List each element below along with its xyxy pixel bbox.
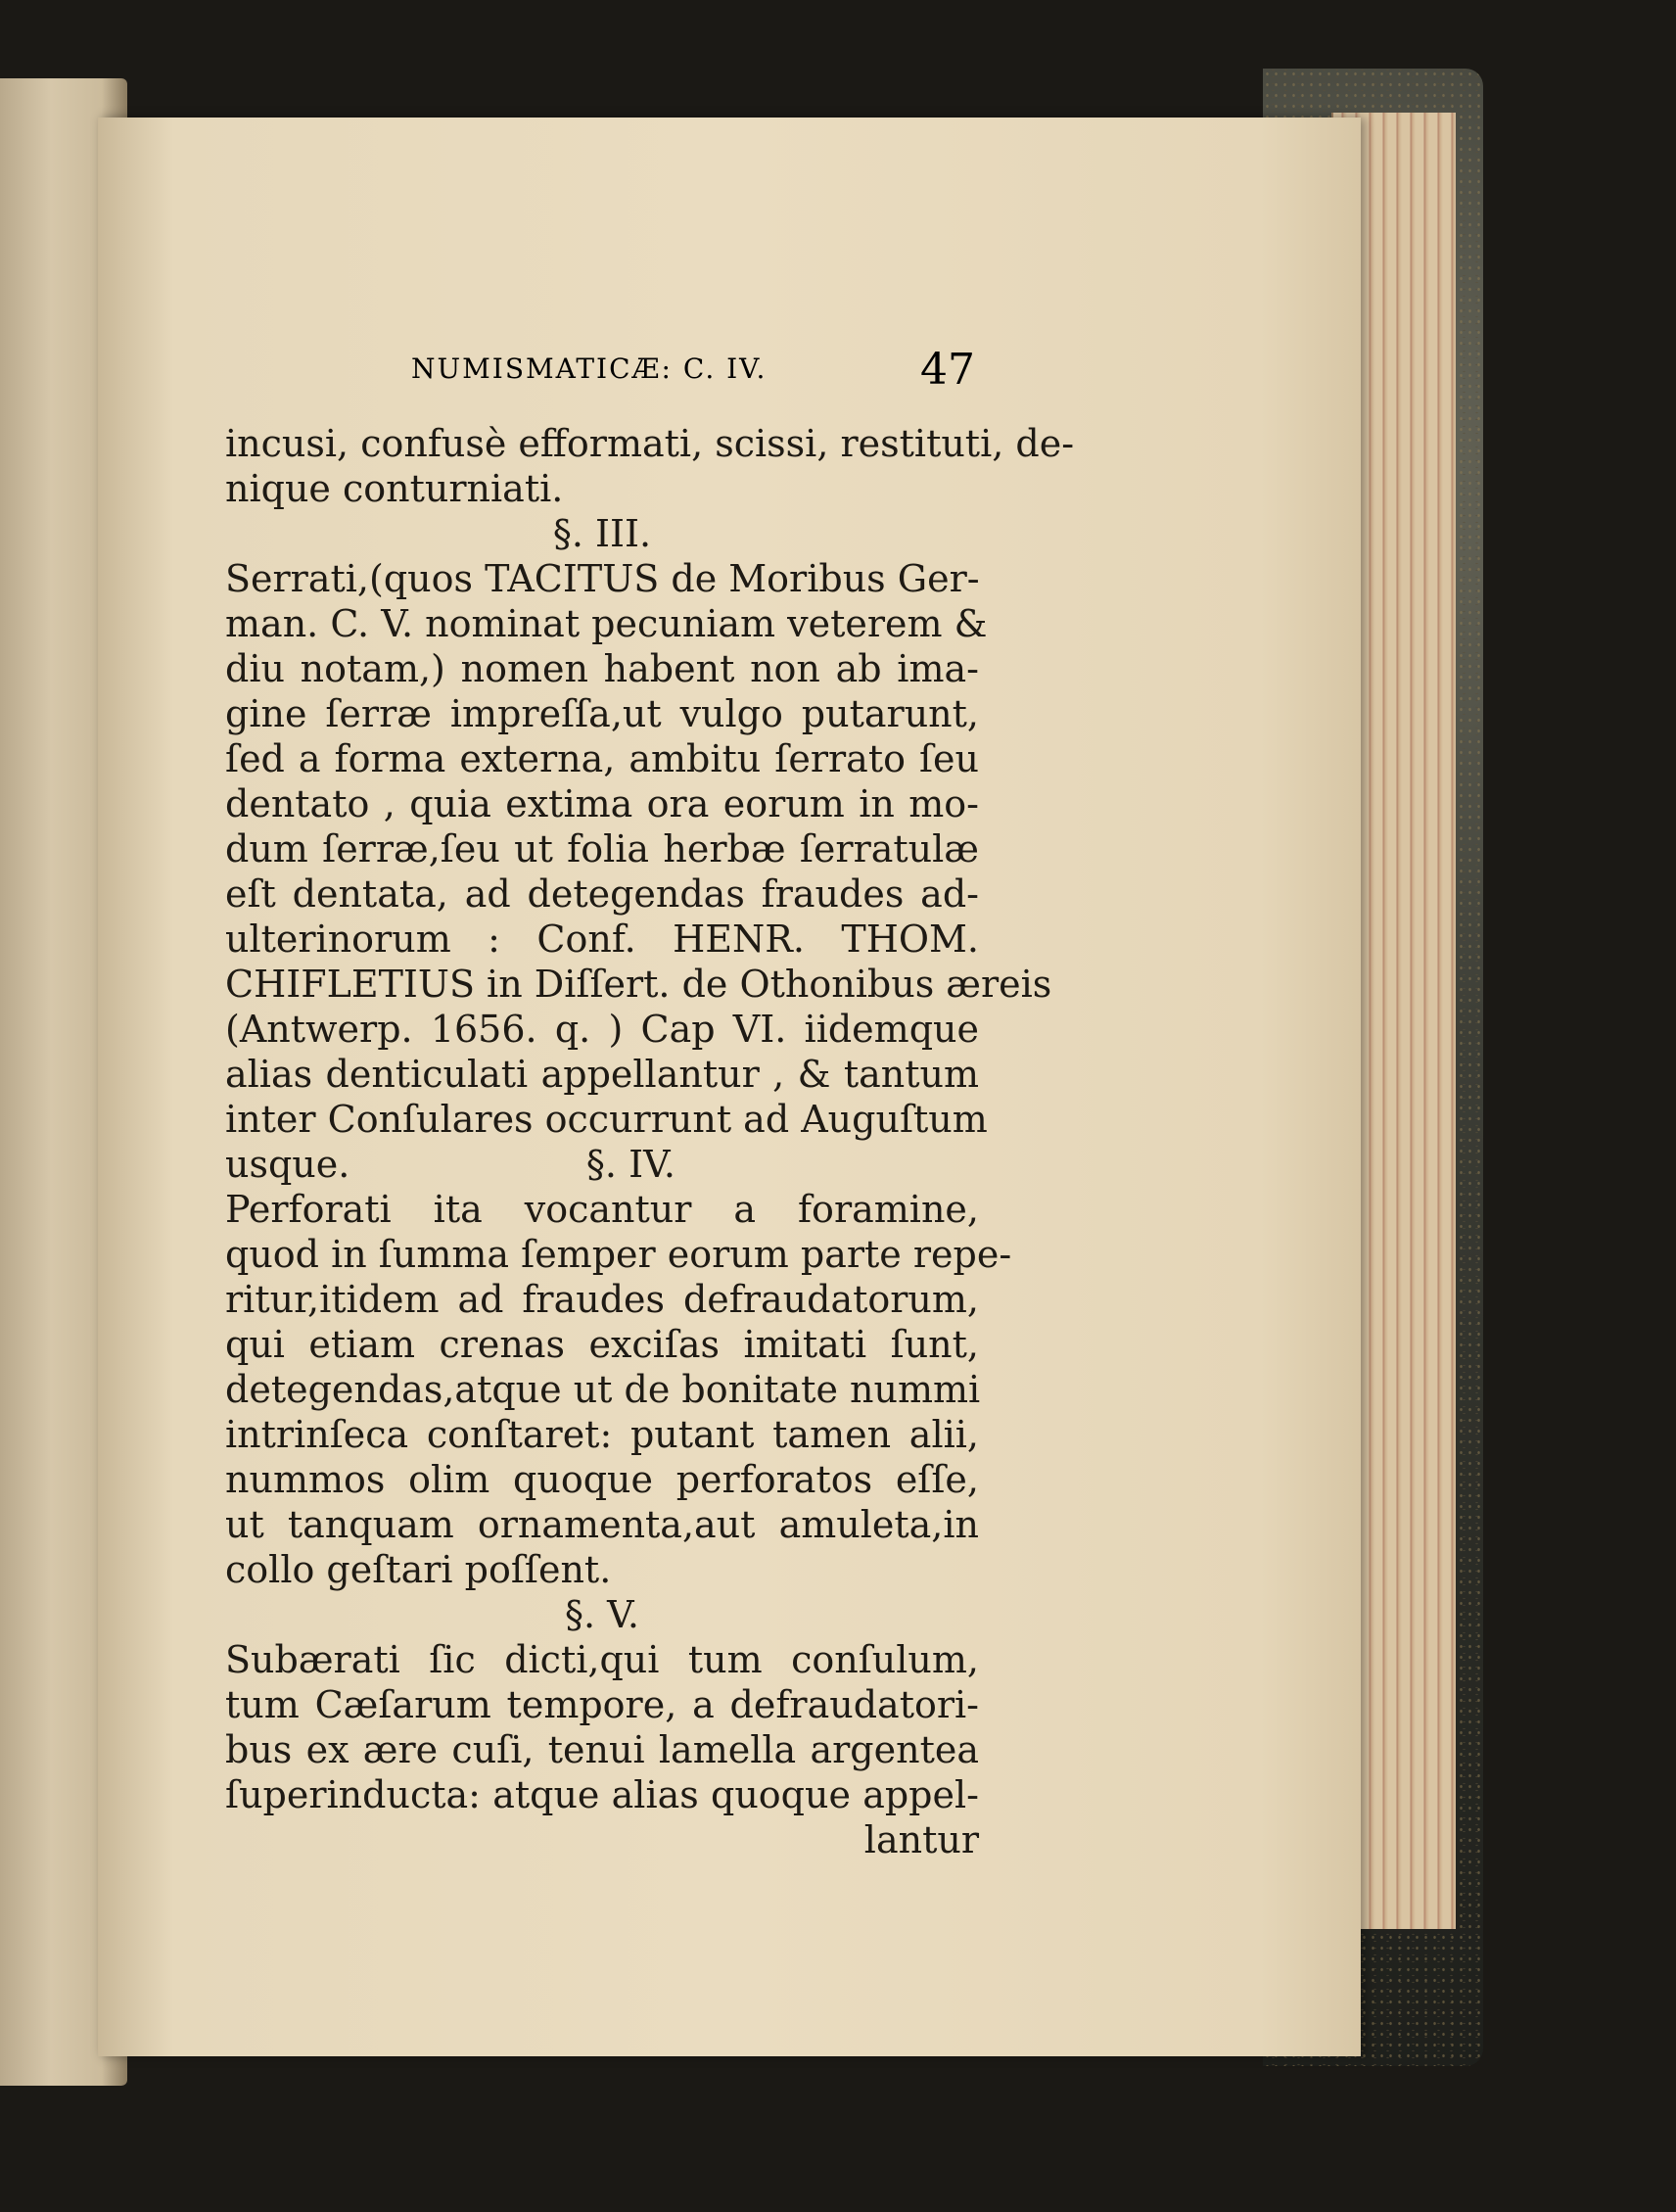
text-line: ritur,itidem ad fraudes defraudatorum, (225, 1278, 979, 1321)
running-title: NUMISMATICÆ: C. IV. (411, 353, 768, 385)
text-line: qui etiam crenas exciſas imitati ſunt, (225, 1323, 979, 1366)
text-line: nummos olim quoque perforatos eſſe, (225, 1458, 979, 1501)
text-line: ut tanquam ornamenta,aut amuleta,in (225, 1503, 979, 1546)
running-head (411, 345, 979, 394)
text-line: dentato , quia extima ora eorum in mo- (225, 782, 979, 825)
section-heading: §. III. (552, 512, 652, 555)
section-heading: usque. §. IV. (225, 1143, 675, 1186)
text-line: ſuperinducta: atque alias quoque appel- (225, 1773, 979, 1816)
section-heading: §. V. (564, 1593, 640, 1636)
text-line: ſed a forma externa, ambitu ſerrato ſeu (225, 737, 979, 780)
text-line: alias denticulati appellantur , & tantum (225, 1053, 979, 1096)
page-number: 47 (920, 345, 975, 395)
text-line: tum Cæſarum tempore, a defraudatori- (225, 1683, 979, 1726)
text-line: ulterinorum : Conf. HENR. THOM. (225, 918, 979, 961)
text-line: intrinſeca conſtaret: putant tamen alii, (225, 1413, 979, 1456)
text-line: CHIFLETIUS in Diſſert. de Othonibus æreis (225, 963, 1052, 1006)
book-page (98, 118, 1361, 2056)
text-line: incusi, confusè efformati, scissi, restituti, de- (225, 422, 1075, 465)
catchword: lantur (863, 1818, 979, 1861)
text-line: dum ſerræ,ſeu ut folia herbæ ſerratulæ (225, 827, 979, 871)
text-line: gine ſerræ impreſſa,ut vulgo putarunt, (225, 692, 979, 735)
text-line: detegendas,atque ut de bonitate nummi (225, 1368, 981, 1411)
text-line: quod in ſumma ſemper eorum parte repe- (225, 1233, 1012, 1276)
text-line: man. C. V. nominat pecuniam veterem & (225, 602, 988, 645)
text-line: Subærati ſic dicti,qui tum conſulum, (225, 1638, 979, 1681)
text-line: (Antwerp. 1656. q. ) Cap VI. iidemque (225, 1008, 979, 1051)
text-line: Perforati ita vocantur a foramine, (225, 1188, 979, 1231)
text-line: inter Conſulares occurrunt ad Auguſtum (225, 1098, 988, 1141)
text-line: collo geſtari poſſent. (225, 1548, 612, 1591)
text-line: bus ex ære cuſi, tenui lamella argentea (225, 1728, 979, 1771)
text-line: Serrati,(quos TACITUS de Moribus Ger- (225, 557, 980, 600)
text-line: nique conturniati. (225, 467, 564, 510)
text-line: eſt dentata, ad detegendas fraudes ad- (225, 872, 979, 916)
text-line: diu notam,) nomen habent non ab ima- (225, 647, 979, 690)
